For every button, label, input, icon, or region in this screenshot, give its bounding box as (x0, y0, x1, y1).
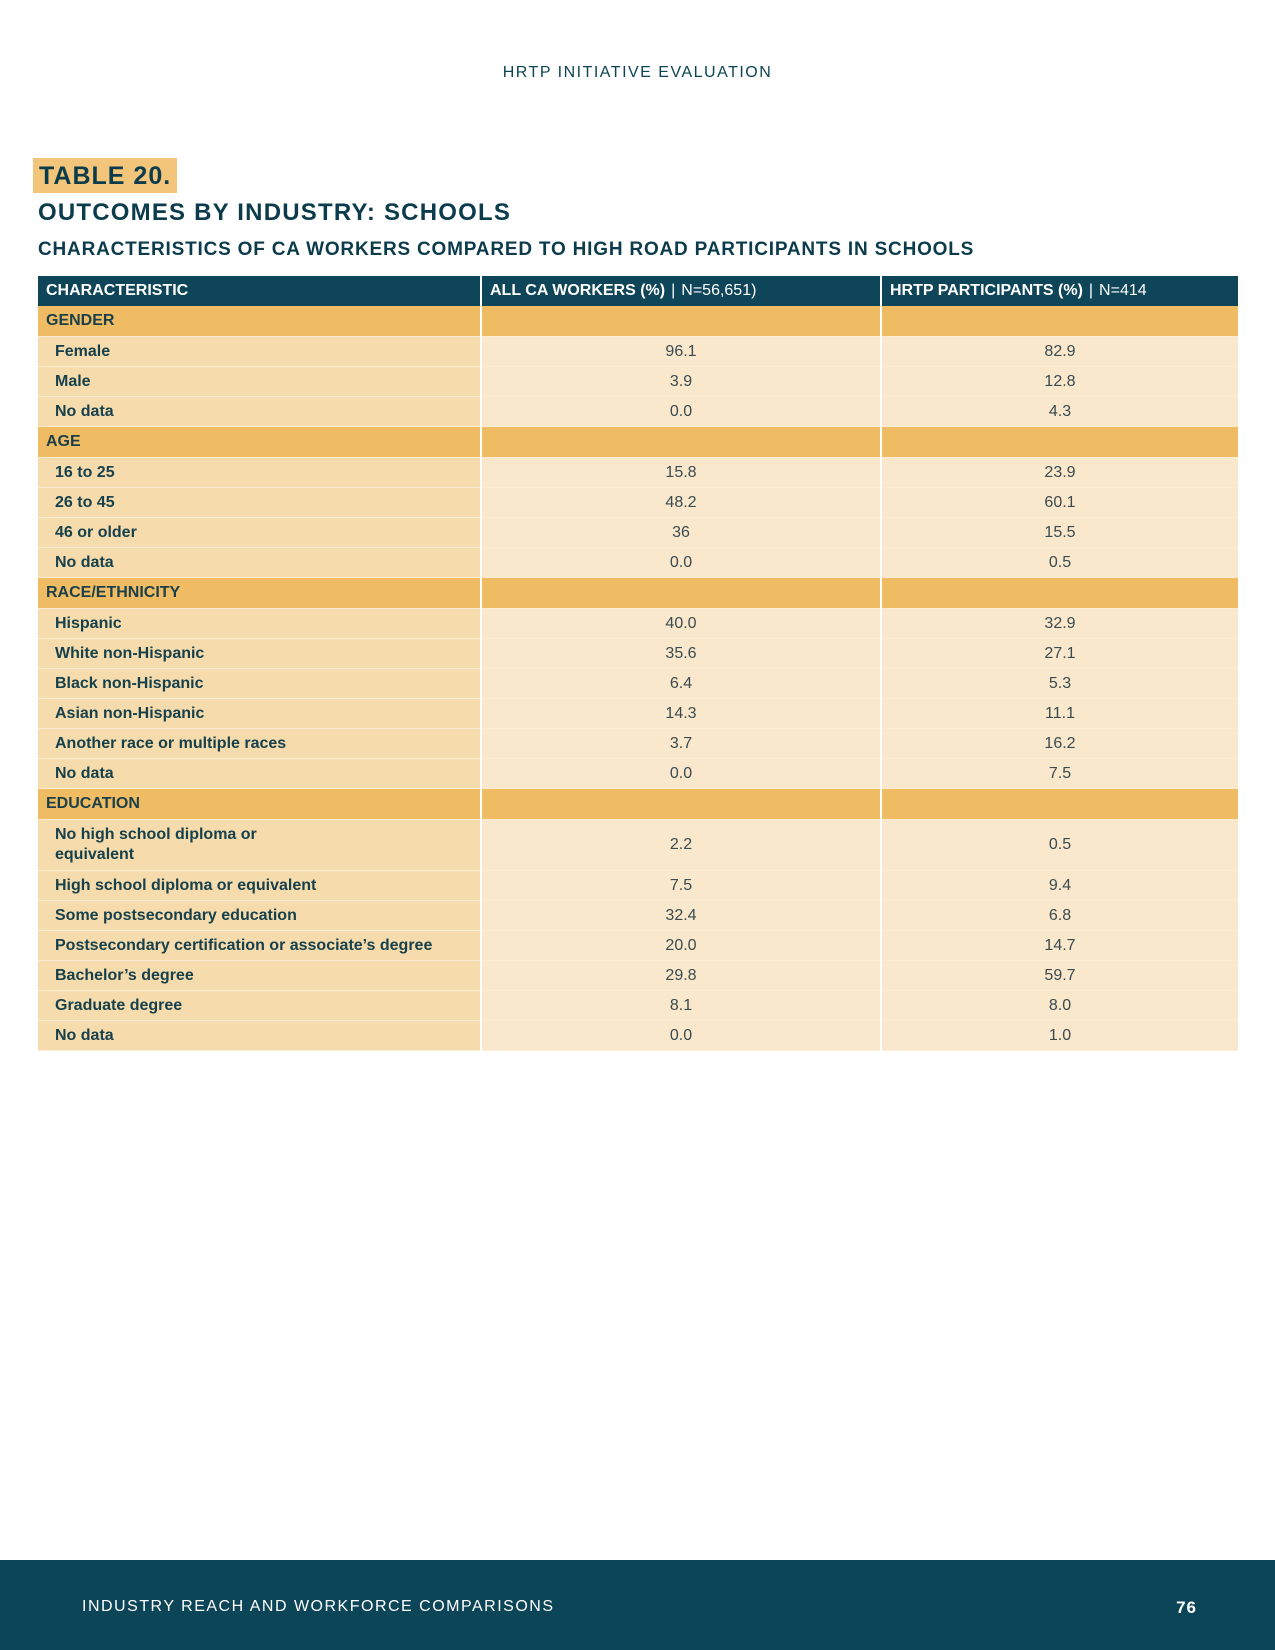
all-ca-workers-value: 8.1 (481, 991, 881, 1021)
all-ca-workers-value: 0.0 (481, 548, 881, 578)
table-row (38, 901, 1238, 931)
row-label: Another race or multiple races (38, 729, 481, 759)
table-row (38, 337, 1238, 367)
all-ca-workers-value: 29.8 (481, 961, 881, 991)
table-row (38, 518, 1238, 548)
page-number: 76 (1176, 1598, 1197, 1617)
table-row (38, 548, 1238, 578)
category-empty-cell (881, 789, 1238, 820)
hrtp-participants-value: 1.0 (881, 1021, 1238, 1051)
table-row (38, 699, 1238, 729)
table-row (38, 609, 1238, 639)
category-row (38, 427, 1238, 458)
hrtp-participants-value: 60.1 (881, 488, 1238, 518)
row-label: Graduate degree (38, 991, 481, 1021)
all-ca-workers-value: 40.0 (481, 609, 881, 639)
category-empty-cell (881, 578, 1238, 609)
table-header-row (38, 276, 1238, 306)
category-empty-cell (481, 578, 881, 609)
all-ca-workers-value: 0.0 (481, 759, 881, 789)
table-row (38, 458, 1238, 488)
table-row (38, 488, 1238, 518)
hrtp-participants-value: 4.3 (881, 397, 1238, 427)
hrtp-participants-value: 9.4 (881, 871, 1238, 901)
row-label: No data (38, 1021, 481, 1051)
category-label: RACE/ETHNICITY (38, 578, 481, 609)
category-row (38, 306, 1238, 337)
row-label: Black non-Hispanic (38, 669, 481, 699)
hrtp-participants-value: 82.9 (881, 337, 1238, 367)
hrtp-participants-value: 16.2 (881, 729, 1238, 759)
all-ca-workers-value: 96.1 (481, 337, 881, 367)
all-ca-workers-value: 15.8 (481, 458, 881, 488)
all-ca-workers-value: 2.2 (481, 820, 881, 871)
hrtp-participants-value: 6.8 (881, 901, 1238, 931)
hrtp-participants-value: 5.3 (881, 669, 1238, 699)
all-ca-workers-value: 14.3 (481, 699, 881, 729)
table-row (38, 759, 1238, 789)
all-ca-workers-value: 36 (481, 518, 881, 548)
category-label: GENDER (38, 306, 481, 337)
table-row (38, 397, 1238, 427)
category-empty-cell (481, 427, 881, 458)
table-row (38, 991, 1238, 1021)
row-label: 26 to 45 (38, 488, 481, 518)
hrtp-participants-value: 0.5 (881, 820, 1238, 871)
hrtp-participants-value: 7.5 (881, 759, 1238, 789)
all-ca-workers-value: 7.5 (481, 871, 881, 901)
table-row (38, 1021, 1238, 1051)
table-row (38, 931, 1238, 961)
hrtp-participants-value: 12.8 (881, 367, 1238, 397)
row-label: High school diploma or equivalent (38, 871, 481, 901)
hrtp-participants-value: 15.5 (881, 518, 1238, 548)
hrtp-participants-value: 27.1 (881, 639, 1238, 669)
table-row (38, 820, 1238, 871)
row-label: No data (38, 397, 481, 427)
row-label: 46 or older (38, 518, 481, 548)
table-row (38, 367, 1238, 397)
category-empty-cell (481, 306, 881, 337)
all-ca-workers-value: 3.9 (481, 367, 881, 397)
column-header-characteristic: CHARACTERISTIC (38, 276, 481, 306)
row-label: Bachelor’s degree (38, 961, 481, 991)
column-n-all-ca-workers: N=56,651) (681, 282, 757, 299)
hrtp-participants-value: 0.5 (881, 548, 1238, 578)
hrtp-participants-value: 11.1 (881, 699, 1238, 729)
all-ca-workers-value: 35.6 (481, 639, 881, 669)
table-subtitle: CHARACTERISTICS OF CA WORKERS COMPARED TO HIGH ROAD PARTICIPANTS IN SCHOOLS (38, 239, 975, 260)
row-label: White non-Hispanic (38, 639, 481, 669)
footer-section-title: INDUSTRY REACH AND WORKFORCE COMPARISONS (82, 1598, 555, 1615)
row-label: Male (38, 367, 481, 397)
hrtp-participants-value: 8.0 (881, 991, 1238, 1021)
row-label: Some postsecondary education (38, 901, 481, 931)
row-label: Female (38, 337, 481, 367)
row-label: No data (38, 759, 481, 789)
all-ca-workers-value: 32.4 (481, 901, 881, 931)
hrtp-participants-value: 23.9 (881, 458, 1238, 488)
row-label: 16 to 25 (38, 458, 481, 488)
category-row (38, 578, 1238, 609)
all-ca-workers-value: 20.0 (481, 931, 881, 961)
row-label: Asian non-Hispanic (38, 699, 481, 729)
row-label: Postsecondary certification or associate’s degree (38, 931, 481, 961)
all-ca-workers-value: 0.0 (481, 1021, 881, 1051)
table-row (38, 871, 1238, 901)
category-label: EDUCATION (38, 789, 481, 820)
table-number-label: TABLE 20. (33, 158, 177, 193)
all-ca-workers-value: 3.7 (481, 729, 881, 759)
characteristics-table (38, 276, 1238, 1051)
category-label: AGE (38, 427, 481, 458)
category-empty-cell (881, 427, 1238, 458)
table-row (38, 729, 1238, 759)
all-ca-workers-value: 6.4 (481, 669, 881, 699)
category-empty-cell (481, 789, 881, 820)
row-label: Hispanic (38, 609, 481, 639)
column-header-hrtp-participants: HRTP PARTICIPANTS (%) | N=414 (881, 276, 1238, 306)
hrtp-participants-value: 14.7 (881, 931, 1238, 961)
running-header: HRTP INITIATIVE EVALUATION (502, 64, 773, 81)
table-row (38, 639, 1238, 669)
category-empty-cell (881, 306, 1238, 337)
hrtp-participants-value: 59.7 (881, 961, 1238, 991)
column-n-hrtp-participants: N=414 (1099, 282, 1147, 299)
category-row (38, 789, 1238, 820)
all-ca-workers-value: 48.2 (481, 488, 881, 518)
hrtp-participants-value: 32.9 (881, 609, 1238, 639)
row-label: No data (38, 548, 481, 578)
table-row (38, 961, 1238, 991)
all-ca-workers-value: 0.0 (481, 397, 881, 427)
table-row (38, 669, 1238, 699)
row-label: No high school diploma or equivalent (38, 820, 481, 871)
column-header-all-ca-workers: ALL CA WORKERS (%) | N=56,651) (481, 276, 881, 306)
table-title: OUTCOMES BY INDUSTRY: SCHOOLS (38, 199, 512, 226)
